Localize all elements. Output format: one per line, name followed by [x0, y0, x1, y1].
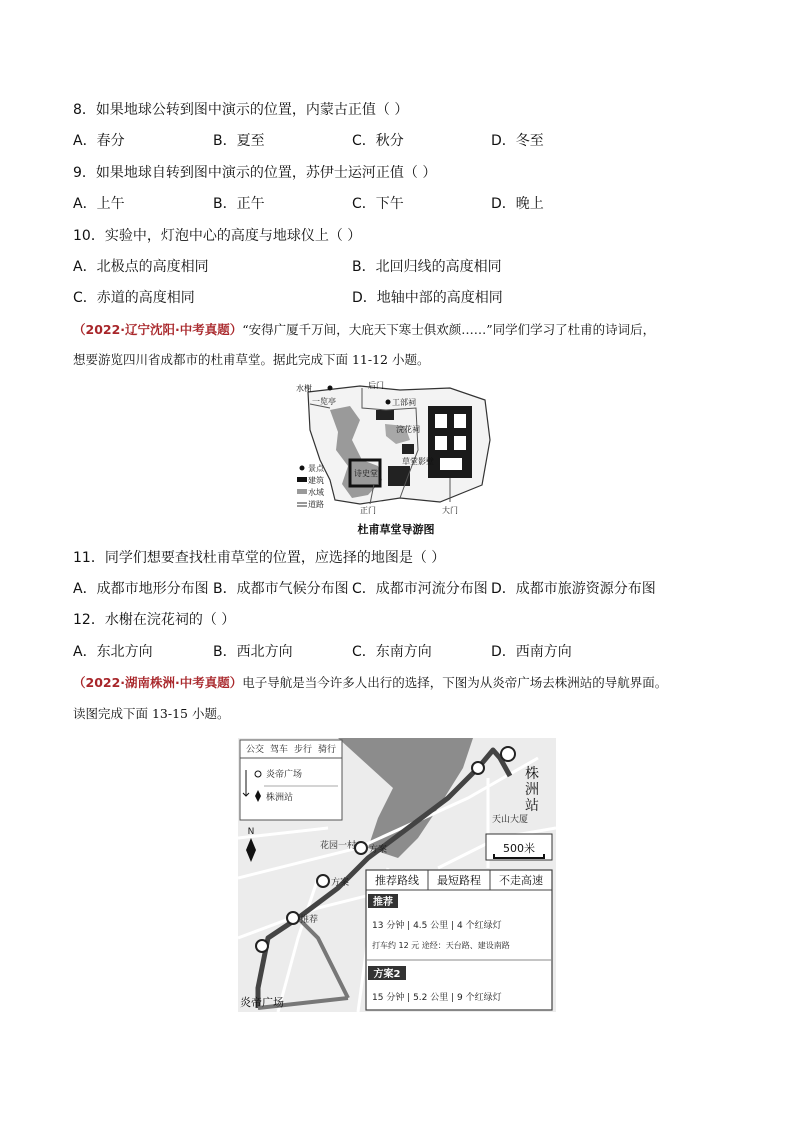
nav-marker-b: 方案 — [331, 878, 350, 888]
map1-label-caotang-yingbi: 草堂影壁 — [402, 457, 434, 466]
nav-mode-drive[interactable]: 驾车 — [270, 745, 289, 755]
map1-caption: 杜甫草堂导游图 — [357, 523, 435, 536]
map1-legend-2: 水域 — [308, 488, 324, 497]
q12-option-a: A．东北方向 — [73, 644, 153, 660]
nav-plan2-tag: 方案2 — [373, 969, 401, 980]
nav-compass-label: N — [247, 827, 255, 837]
intro-2-text-2: 读图完成下面 13-15 小题。 — [73, 706, 230, 721]
q9-option-c: C．下午 — [352, 196, 404, 212]
q8-option-d: D．冬至 — [491, 133, 544, 149]
intro-2-text-1: 电子导航是当今许多人出行的选择，下图为从炎帝广场去株洲站的导航界面。 — [242, 675, 668, 690]
q10-option-a: A．北极点的高度相同 — [73, 259, 209, 275]
intro-2-source: （2022·湖南株洲·中考真题） — [73, 675, 243, 690]
intro-2-line-1 — [73, 674, 667, 692]
question-8-stem: 8．如果地球公转到图中演示的位置，内蒙古正值（ ） — [73, 102, 409, 118]
intro-1-source: （2022·辽宁沈阳·中考真题） — [73, 322, 243, 337]
nav-tab-shortest[interactable]: 最短路程 — [437, 874, 481, 887]
map1-legend-1: 建筑 — [308, 476, 324, 485]
q10-option-d: D．地轴中部的高度相同 — [352, 290, 503, 306]
nav-hotel-label: 天山大厦 — [492, 815, 529, 825]
nav-station-label-2: 洲 — [525, 782, 539, 798]
dufu-cottage-map — [290, 380, 502, 540]
q12-option-d: D．西南方向 — [491, 644, 572, 660]
nav-mode-walk[interactable]: 步行 — [294, 745, 313, 755]
q11-option-b: B．成都市气候分布图 — [213, 581, 349, 597]
q11-option-a: A．成都市地形分布图 — [73, 581, 209, 597]
question-12-stem: 12．水榭在浣花祠的（ ） — [73, 612, 236, 628]
map1-label-yilanting: 一览亭 — [312, 397, 336, 406]
nav-scale-label: 500米 — [503, 842, 535, 855]
q10-option-b: B．北回归线的高度相同 — [352, 259, 502, 275]
map1-legend-0: 景点 — [308, 464, 324, 473]
q12-option-c: C．东南方向 — [352, 644, 432, 660]
question-11-stem: 11．同学们想要查找杜甫草堂的位置，应选择的地图是（ ） — [73, 550, 446, 566]
q9-option-a: A．上午 — [73, 196, 125, 212]
nav-search-panel — [240, 740, 342, 820]
map1-label-shuixie: 水榭 — [296, 384, 312, 393]
q8-option-a: A．春分 — [73, 133, 125, 149]
nav-marker-c: 推荐 — [300, 915, 319, 925]
nav-from-field[interactable]: 炎帝广场 — [266, 770, 303, 780]
map1-label-damen: 大门 — [442, 506, 458, 515]
nav-mode-bike[interactable]: 骑行 — [318, 745, 337, 755]
nav-station-label-1: 株 — [525, 766, 539, 782]
q10-option-c: C．赤道的高度相同 — [73, 290, 195, 306]
nav-tab-recommended[interactable]: 推荐路线 — [375, 874, 419, 887]
nav-square-label: 炎帝广场 — [240, 996, 284, 1009]
q11-option-c: C．成都市河流分布图 — [352, 581, 488, 597]
nav-plan-panel — [366, 870, 552, 1010]
nav-to-field[interactable]: 株洲站 — [266, 793, 294, 803]
map1-label-zhengmen: 正门 — [360, 506, 376, 515]
nav-marker-a: 方案 — [369, 845, 388, 855]
nav-plan1-line2: 打车约 12 元 途经：天台路、建设南路 — [372, 941, 510, 950]
map1-label-gongbuci: 工部祠 — [392, 398, 416, 407]
nav-plan1-line1: 13 分钟 | 4.5 公里 | 4 个红绿灯 — [372, 921, 502, 931]
question-9-stem: 9．如果地球自转到图中演示的位置，苏伊士运河正值（ ） — [73, 165, 437, 181]
nav-plan1-tag: 推荐 — [373, 897, 393, 908]
nav-tab-no-highway[interactable]: 不走高速 — [499, 874, 543, 887]
nav-road-label: 花园一村 — [320, 841, 357, 851]
nav-mode-bus[interactable]: 公交 — [246, 745, 265, 755]
intro-1-text-1: “安得广厦千万间，大庇天下寒士俱欢颜……”同学们学习了杜甫的诗词后， — [242, 322, 656, 337]
intro-1-text-2: 想要游览四川省成都市的杜甫草堂。据此完成下面 11-12 小题。 — [73, 352, 430, 367]
map1-label-shishitang: 诗史堂 — [354, 469, 378, 478]
q9-option-d: D．晚上 — [491, 196, 544, 212]
q11-option-d: D．成都市旅游资源分布图 — [491, 581, 656, 597]
map1-label-huanhuaci: 浣花祠 — [396, 425, 420, 434]
question-10-stem: 10．实验中，灯泡中心的高度与地球仪上（ ） — [73, 228, 362, 244]
intro-1-line-1 — [73, 321, 655, 339]
navigation-figure — [238, 738, 556, 1012]
nav-plan2-line1: 15 分钟 | 5.2 公里 | 9 个红绿灯 — [372, 993, 502, 1003]
nav-station-label-3: 站 — [525, 798, 539, 814]
q12-option-b: B．西北方向 — [213, 644, 293, 660]
q8-option-b: B．夏至 — [213, 133, 265, 149]
q8-option-c: C．秋分 — [352, 133, 404, 149]
q9-option-b: B．正午 — [213, 196, 265, 212]
map1-label-houmen: 后门 — [368, 381, 384, 390]
map1-legend-3: 道路 — [308, 500, 324, 509]
